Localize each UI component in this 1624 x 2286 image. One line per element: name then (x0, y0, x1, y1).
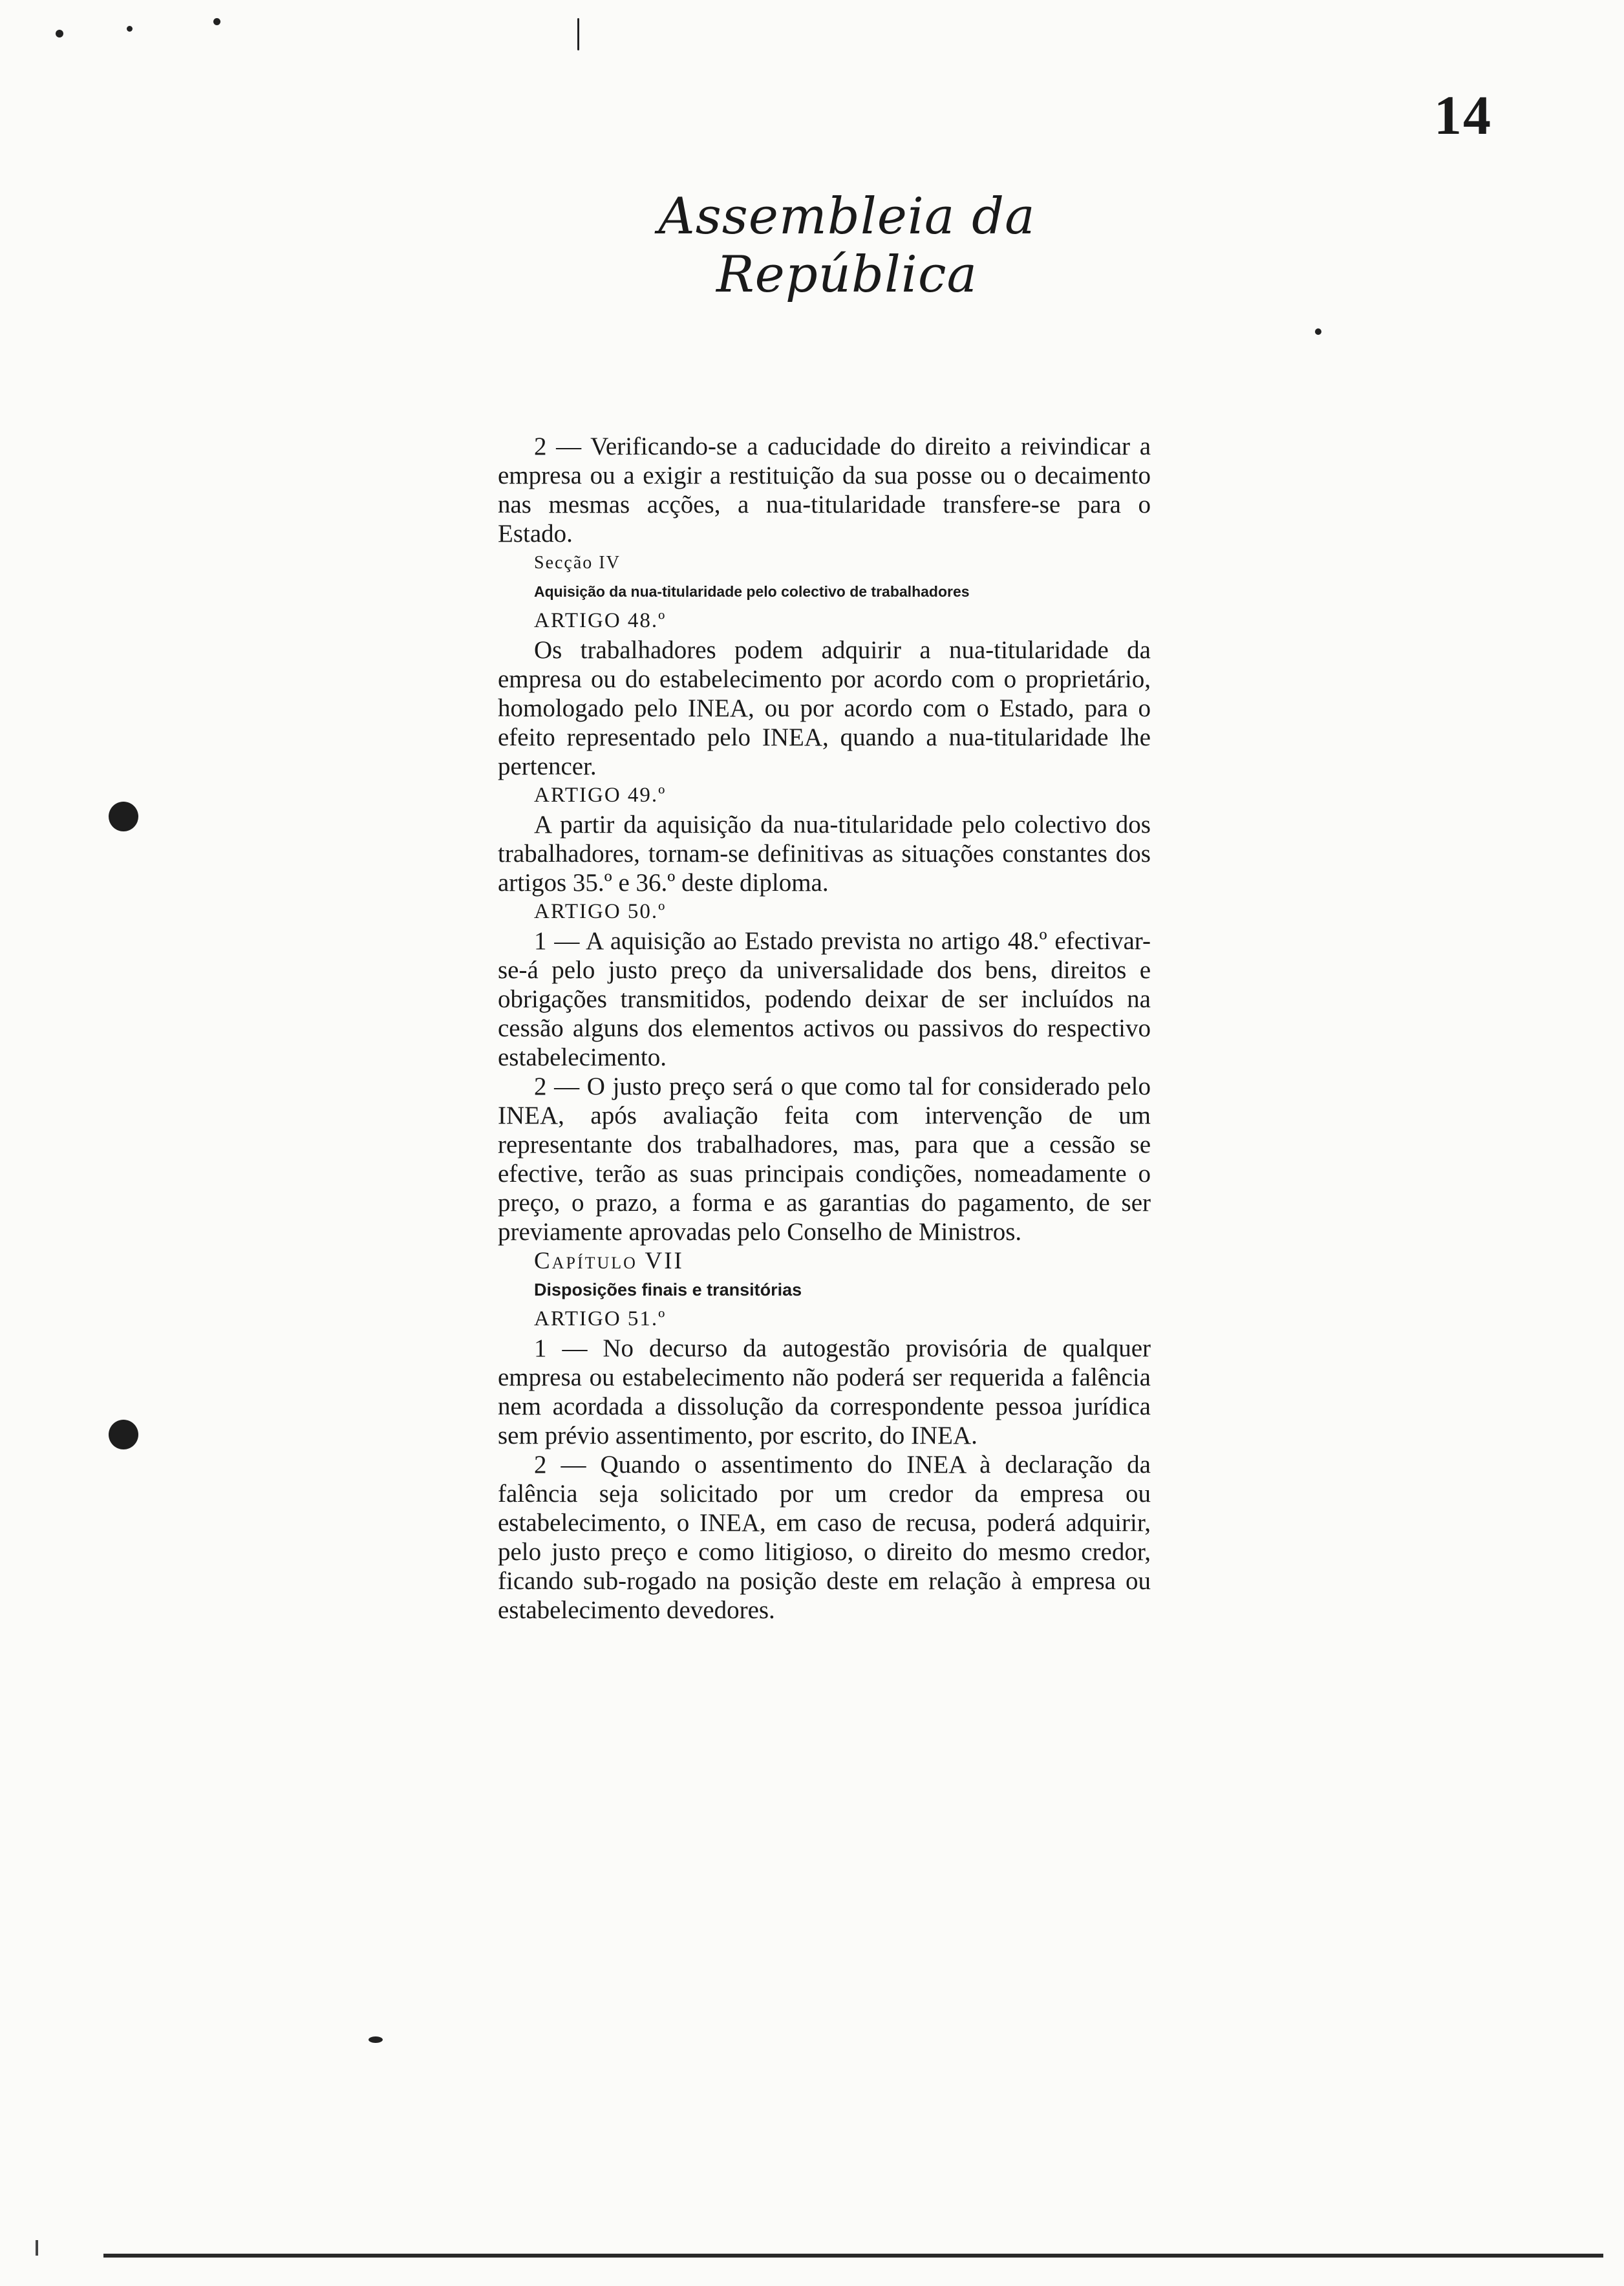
chapter-heading: Capítulo VII (534, 1248, 684, 1274)
page-number: 14 (1434, 84, 1492, 146)
body-paragraph: A partir da aquisição da nua-titularidade pelo colectivo dos trabalhadores, tornam-se definitivas as situações constantes dos artigos 35.º e 36.º deste diploma. (498, 811, 1151, 897)
body-paragraph: 1 — A aquisição ao Estado prevista no artigo 48.º efectivar-se-á pelo justo preço da universalidade dos bens, direitos e obrigações transmitidos, podendo deixar de ser incluídos na cessão alguns dos elementos activos ou passivos do respectivo estabelecimento. (498, 927, 1151, 1071)
section-heading: Secção IV (534, 553, 621, 573)
body-paragraph: 2 — Verificando-se a caducidade do direito a reivindicar a empresa ou a exigir a restituição da sua posse ou o decaimento nas mesmas acções, a nua-titularidade transfere-se para o Estado. (498, 433, 1151, 548)
body-paragraph: 2 — Quando o assentimento do INEA à declaração da falência seja solicitado por um credor da empresa ou estabelecimento, o INEA, em caso de recusa, poderá adquirir, pelo justo preço e como litigioso, o direito do mesmo credor, ficando sub-rogado na posição deste em relação à empresa ou estabelecimento devedores. (498, 1451, 1151, 1624)
section-title: Aquisição da nua-titularidade pelo colectivo de trabalhadores (534, 583, 970, 600)
article-heading: ARTIGO 49.º (534, 784, 667, 807)
scan-speck (1315, 328, 1321, 335)
chapter-title: Disposições finais e transitórias (534, 1280, 802, 1299)
page-edge-mark (36, 2240, 38, 2256)
scan-speck (56, 30, 63, 37)
body-paragraph: 1 — No decurso da autogestão provisória de qualquer empresa ou estabelecimento não poderá ser requerida a falência nem acordada a dissolução da correspondente pessoa jurídica sem prévio assentimento, por escrito, do INEA. (498, 1334, 1151, 1449)
bottom-rule (103, 2254, 1603, 2258)
body-paragraph: Os trabalhadores podem adquirir a nua-titularidade da empresa ou do estabelecimento por acordo com o proprietário, homologado pelo INEA, ou por acordo com o Estado, para o efeito representado pelo INEA, quando a nua-titularidade lhe pertencer. (498, 636, 1151, 780)
scan-speck (577, 18, 579, 50)
article-heading: ARTIGO 48.º (534, 609, 667, 632)
punch-hole-bottom (109, 1420, 138, 1449)
article-heading: ARTIGO 51.º (534, 1307, 667, 1330)
scan-speck (127, 26, 133, 32)
scan-speck (369, 2036, 383, 2043)
document-body (498, 432, 1151, 1625)
scan-speck (213, 18, 220, 25)
letterhead-title: Assembleia da República (658, 187, 1036, 304)
punch-hole-top (109, 802, 138, 831)
body-paragraph: 2 — O justo preço será o que como tal for considerado pelo INEA, após avaliação feita com intervenção de um representante dos trabalhadores, mas, para que a cessão se efective, terão as suas principais condições, nomeadamente o preço, o prazo, a forma e as garantias do pagamento, de ser previamente aprovadas pelo Conselho de Ministros. (498, 1073, 1151, 1246)
article-heading: ARTIGO 50.º (534, 900, 667, 923)
